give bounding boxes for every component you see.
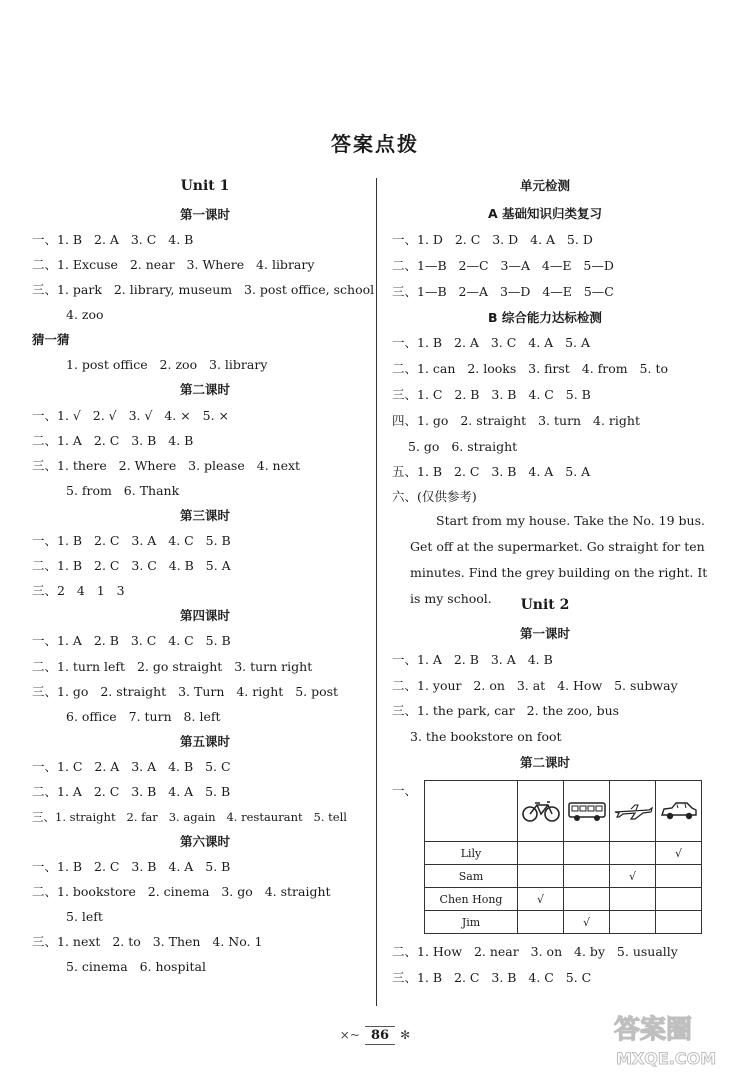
- table-row: [425, 842, 702, 865]
- answer-line: 二、1. Excuse 2. near 3. Where 4. library: [32, 257, 315, 272]
- unit1-title: Unit 1: [180, 178, 230, 194]
- answer-line: 二、1. A 2. C 3. B 4. A 5. B: [32, 784, 231, 799]
- transport-table: [424, 780, 702, 934]
- check-cell: [518, 865, 564, 888]
- answer-line: 三、1—B 2—A 3—D 4—E 5—C: [392, 284, 614, 299]
- answer-line: 二、1. can 2. looks 3. first 4. from 5. to: [392, 361, 669, 376]
- answer-line: 三、1. next 2. to 3. Then 4. No. 1: [32, 934, 263, 949]
- unit1-lesson4-heading: 第四课时: [179, 608, 230, 623]
- answer-line: 二、1. turn left 2. go straight 3. turn right: [32, 659, 313, 674]
- table-corner-cell: [425, 781, 518, 842]
- table-prefix: 一、: [392, 783, 418, 798]
- sample-paragraph: Start from my house. Take the No. 19 bus. Get off at the supermarket. Go straight for ten minutes. Find the grey building on the right. It is my school.: [410, 513, 708, 606]
- section-b-heading: B 综合能力达标检测: [488, 310, 602, 325]
- unit1-lesson6-heading: 第六课时: [179, 834, 230, 849]
- answer-line: 二、1. bookstore 2. cinema 3. go 4. straight: [32, 884, 331, 899]
- answer-line: 5. go 6. straight: [408, 439, 518, 454]
- unit-test-heading: 单元检测: [519, 178, 570, 193]
- answer-line: 4. zoo: [66, 307, 104, 322]
- answer-line: 四、1. go 2. straight 3. turn 4. right: [392, 413, 640, 428]
- answer-line: 6. office 7. turn 8. left: [66, 709, 221, 724]
- page-number: 86: [365, 1026, 395, 1045]
- check-cell: [610, 888, 656, 911]
- table-row: [425, 911, 702, 934]
- answer-line: 5. cinema 6. hospital: [66, 959, 206, 974]
- check-cell: √: [610, 865, 656, 888]
- svg-text:答案圈: 答案圈: [614, 1015, 693, 1045]
- check-cell: [656, 888, 702, 911]
- answer-line: 一、1. B 2. A 3. C 4. B: [32, 232, 194, 247]
- answer-line: 三、1. B 2. C 3. B 4. C 5. C: [392, 970, 592, 985]
- answer-line: 一、1. B 2. C 3. B 4. A 5. B: [32, 859, 231, 874]
- page-title: 答案点拨: [331, 132, 419, 156]
- check-cell: [610, 842, 656, 865]
- answer-line: 三、2 4 1 3: [32, 583, 125, 598]
- pinwheel-icon: ✻: [400, 1028, 411, 1042]
- answer-line: 三、1. straight 2. far 3. again 4. restaurant 5. tell: [32, 810, 347, 824]
- answer-line: 3. the bookstore on foot: [410, 729, 562, 744]
- answer-line: 五、1. B 2. C 3. B 4. A 5. A: [392, 464, 591, 479]
- answer-line: 三、1. the park, car 2. the zoo, bus: [392, 703, 620, 718]
- answer-line: 一、1. √ 2. √ 3. √ 4. × 5. ×: [32, 408, 230, 423]
- plane-icon: [610, 781, 656, 842]
- unit2-lesson2-heading: 第二课时: [519, 755, 570, 770]
- answer-line: 六、(仅供参考): [392, 489, 477, 504]
- ornament-icon: ×~: [339, 1028, 360, 1042]
- answer-line: 一、1. A 2. B 3. A 4. B: [392, 652, 553, 667]
- section-a-heading: A 基础知识归类复习: [487, 206, 603, 221]
- check-cell: [656, 911, 702, 934]
- check-cell: [656, 865, 702, 888]
- row-name: Jim: [425, 911, 518, 934]
- row-name: Chen Hong: [425, 888, 518, 911]
- column-divider: [376, 178, 377, 1006]
- answer-line: 一、1. B 2. C 3. A 4. C 5. B: [32, 533, 231, 548]
- unit1-lesson5-heading: 第五课时: [179, 734, 230, 749]
- row-name: Sam: [425, 865, 518, 888]
- unit2-title: Unit 2: [520, 597, 570, 613]
- check-cell: [518, 911, 564, 934]
- watermark-logo: [610, 1008, 740, 1070]
- bus-icon: [564, 781, 610, 842]
- answer-line: 二、1. How 2. near 3. on 4. by 5. usually: [392, 944, 678, 959]
- answer-line: 一、1. C 2. A 3. A 4. B 5. C: [32, 759, 231, 774]
- unit2-lesson1-heading: 第一课时: [519, 626, 570, 641]
- answer-line: 一、1. D 2. C 3. D 4. A 5. D: [392, 232, 593, 247]
- table-header-row: [425, 781, 702, 842]
- table-row: [425, 865, 702, 888]
- check-cell: [518, 842, 564, 865]
- answer-line: 二、1—B 2—C 3—A 4—E 5—D: [392, 258, 614, 273]
- svg-text:MXQE.COM: MXQE.COM: [616, 1049, 717, 1068]
- check-cell: √: [518, 888, 564, 911]
- guess-heading: 猜一猜: [32, 332, 70, 347]
- answer-line: 二、1. B 2. C 3. C 4. B 5. A: [32, 558, 231, 573]
- answer-line: 5. from 6. Thank: [66, 483, 180, 498]
- table-row: [425, 888, 702, 911]
- unit1-lesson3-heading: 第三课时: [179, 508, 230, 523]
- answer-line: 三、1. park 2. library, museum 3. post office, school: [32, 282, 375, 297]
- answer-line: 二、1. your 2. on 3. at 4. How 5. subway: [392, 678, 678, 693]
- unit1-lesson2-heading: 第二课时: [179, 382, 230, 397]
- check-cell: [564, 865, 610, 888]
- answer-line: 三、1. C 2. B 3. B 4. C 5. B: [392, 387, 591, 402]
- answer-line: 一、1. A 2. B 3. C 4. C 5. B: [32, 633, 231, 648]
- unit1-lesson1-heading: 第一课时: [179, 207, 230, 222]
- check-cell: [564, 888, 610, 911]
- answer-line: 1. post office 2. zoo 3. library: [66, 357, 268, 372]
- check-cell: [564, 842, 610, 865]
- bicycle-icon: [518, 781, 564, 842]
- check-cell: √: [656, 842, 702, 865]
- answer-line: 5. left: [66, 909, 103, 924]
- answer-line: 三、1. there 2. Where 3. please 4. next: [32, 458, 301, 473]
- car-icon: [656, 781, 702, 842]
- answer-line: 二、1. A 2. C 3. B 4. B: [32, 433, 194, 448]
- row-name: Lily: [425, 842, 518, 865]
- check-cell: [610, 911, 656, 934]
- answer-line: 三、1. go 2. straight 3. Turn 4. right 5. post: [32, 684, 339, 699]
- page-footer: [330, 1024, 420, 1046]
- check-cell: √: [564, 911, 610, 934]
- answer-line: 一、1. B 2. A 3. C 4. A 5. A: [392, 335, 591, 350]
